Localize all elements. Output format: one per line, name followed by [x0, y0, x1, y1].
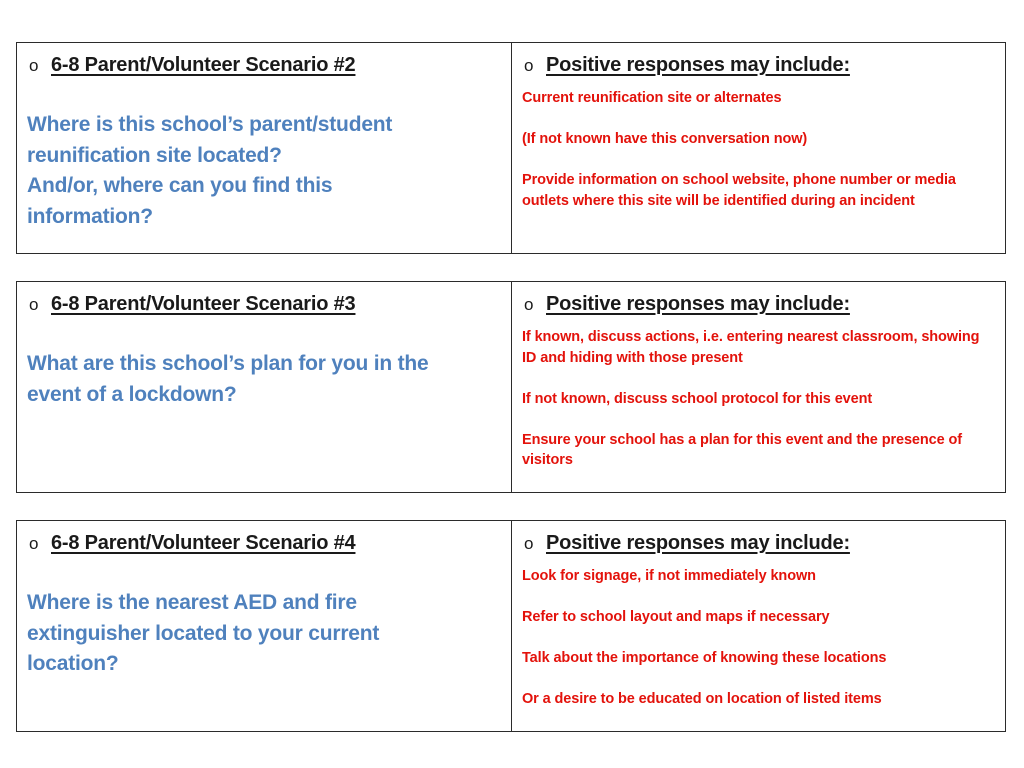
question-line: reunification site located? [27, 143, 282, 167]
bullet-icon: o [524, 56, 534, 75]
scenario-title: 6-8 Parent/Volunteer Scenario #3 [51, 293, 356, 315]
scenario-card-4 [16, 520, 1006, 732]
question-line: What are this school’s plan for you in the [27, 352, 429, 375]
responses-heading: Positive responses may include: [546, 293, 850, 315]
response-item: Ensure your school has a plan for this event and the presence of visitors [522, 431, 962, 468]
responses-heading-row [522, 529, 995, 557]
scenario-card-2 [16, 42, 1006, 254]
question-line: extinguisher located to your current [27, 621, 380, 645]
responses-list [522, 88, 995, 211]
bullet-icon: o [29, 534, 39, 553]
scenario-card-3 [16, 281, 1006, 493]
bullet-icon: o [524, 534, 534, 553]
scenario-heading-row [27, 51, 501, 79]
response-item: Refer to school layout and maps if necessary [522, 609, 830, 625]
question-line: event of a lockdown? [27, 382, 237, 406]
scenario-title: 6-8 Parent/Volunteer Scenario #4 [51, 532, 356, 554]
scenario-question [27, 349, 501, 410]
scenario-title: 6-8 Parent/Volunteer Scenario #2 [51, 54, 356, 76]
scenario-question [27, 110, 501, 232]
question-line: location? [27, 652, 119, 675]
question-line: information? [27, 204, 153, 228]
response-item: Provide information on school website, phone number or media outlets where this site will be identified during an incident [522, 172, 956, 209]
scenario-question [27, 588, 501, 680]
responses-cell [512, 43, 1005, 253]
response-item: If known, discuss actions, i.e. entering nearest classroom, showing ID and hiding with those present [522, 329, 980, 366]
responses-cell [512, 521, 1005, 731]
responses-list [522, 327, 995, 471]
scenario-cell [17, 43, 512, 253]
responses-heading-row [522, 51, 995, 79]
scenario-heading-row [27, 290, 501, 318]
response-item: Look for signage, if not immediately known [522, 568, 816, 584]
responses-heading: Positive responses may include: [546, 532, 850, 554]
responses-heading: Positive responses may include: [546, 54, 850, 76]
response-item: (If not known have this conversation now) [522, 131, 808, 147]
response-item: Talk about the importance of knowing these locations [522, 650, 887, 666]
response-item: Current reunification site or alternates [522, 90, 782, 106]
bullet-icon: o [524, 295, 534, 314]
scenario-cell [17, 282, 512, 492]
responses-heading-row [522, 290, 995, 318]
question-line: And/or, where can you find this [27, 174, 333, 197]
question-line: Where is the nearest AED and fire [27, 591, 357, 614]
bullet-icon: o [29, 56, 39, 75]
scenario-heading-row [27, 529, 501, 557]
response-item: If not known, discuss school protocol for this event [522, 390, 873, 407]
scenario-cell [17, 521, 512, 731]
response-item: Or a desire to be educated on location of listed items [522, 691, 882, 707]
question-line: Where is this school’s parent/student [27, 113, 393, 136]
responses-list [522, 566, 995, 710]
bullet-icon: o [29, 295, 39, 314]
responses-cell [512, 282, 1005, 492]
